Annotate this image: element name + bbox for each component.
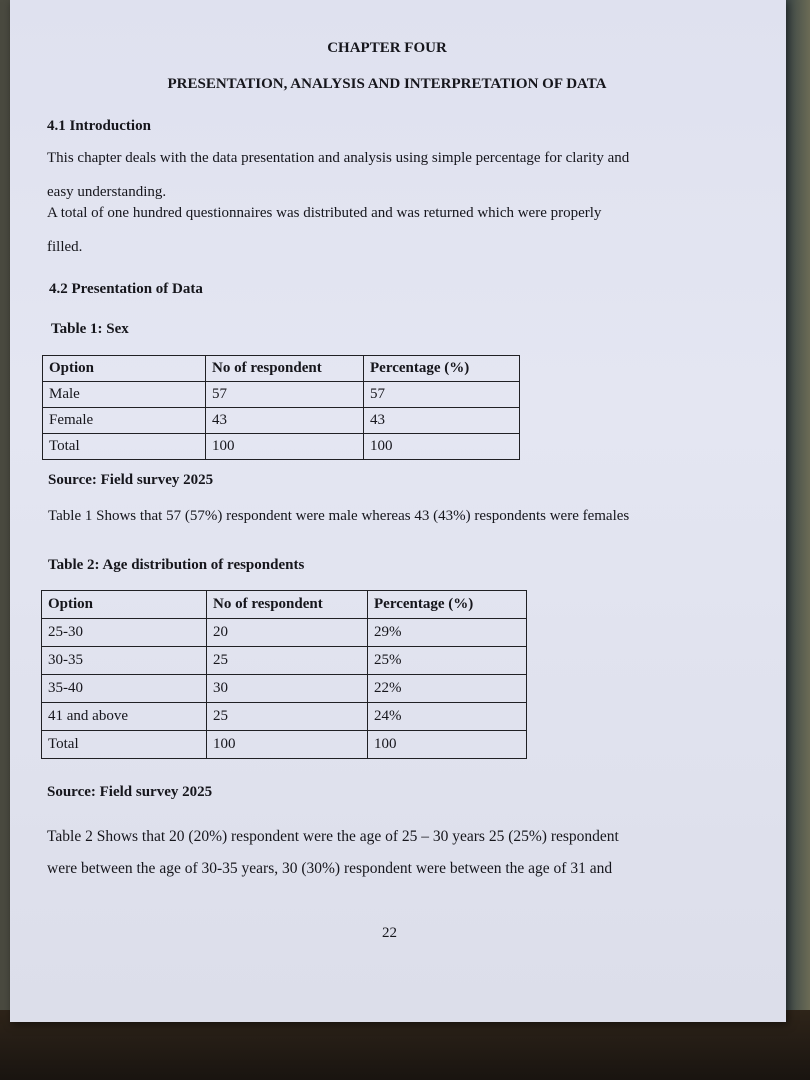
table-row <box>42 619 527 647</box>
document-page <box>10 0 786 1022</box>
table2 <box>41 590 527 759</box>
table-cell: Female <box>43 408 206 434</box>
table-cell: Male <box>43 382 206 408</box>
table-cell: 20 <box>207 619 368 647</box>
page-number: 22 <box>382 925 397 941</box>
table2-source: Source: Field survey 2025 <box>47 784 213 800</box>
table1-header-cell: No of respondent <box>206 356 364 382</box>
table2-summary-line1: Table 2 Shows that 20 (20%) respondent were the age of 25 – 30 years 25 (25%) respondent <box>47 828 619 845</box>
table1-header-cell: Percentage (%) <box>364 356 520 382</box>
table-row <box>42 675 527 703</box>
table2-header-cell: Option <box>42 591 207 619</box>
intro-para1-line2: easy understanding. <box>47 184 167 200</box>
intro-para2-line1: A total of one hundred questionnaires was distributed and was returned which were properly <box>47 205 602 221</box>
table1-header-cell: Option <box>43 356 206 382</box>
table-cell: 30 <box>207 675 368 703</box>
table-cell: 22% <box>368 675 527 703</box>
section-presentation-heading: 4.2 Presentation of Data <box>49 281 203 297</box>
intro-para1-line1: This chapter deals with the data presentation and analysis using simple percentage for clarity and <box>47 150 630 166</box>
table-cell: 57 <box>364 382 520 408</box>
table2-header-cell: Percentage (%) <box>368 591 527 619</box>
table-cell: 29% <box>368 619 527 647</box>
table2-summary-line2: were between the age of 30-35 years, 30 (30%) respondent were between the age of 31 and <box>47 860 613 877</box>
table-row <box>42 647 527 675</box>
table2-header-row <box>42 591 527 619</box>
table-cell: 25-30 <box>42 619 207 647</box>
table-cell: 100 <box>364 434 520 460</box>
intro-para2-line2: filled. <box>47 239 83 255</box>
section-intro-heading: 4.1 Introduction <box>47 118 151 134</box>
chapter-number: CHAPTER FOUR <box>327 40 447 56</box>
table-cell: 100 <box>368 731 527 759</box>
table-cell: Total <box>42 731 207 759</box>
table-row <box>42 703 527 731</box>
table-cell: 30-35 <box>42 647 207 675</box>
table-cell: Total <box>43 434 206 460</box>
table1-source: Source: Field survey 2025 <box>48 472 214 488</box>
table-cell: 25 <box>207 703 368 731</box>
chapter-title: PRESENTATION, ANALYSIS AND INTERPRETATION OF DATA <box>167 76 607 92</box>
table-row <box>42 731 527 759</box>
table1-summary: Table 1 Shows that 57 (57%) respondent were male whereas 43 (43%) respondents were females <box>48 508 630 524</box>
table1-caption: Table 1: Sex <box>51 321 129 337</box>
table-row <box>43 382 520 408</box>
table2-caption: Table 2: Age distribution of respondents <box>48 557 305 573</box>
table-cell: 25% <box>368 647 527 675</box>
table-cell: 35-40 <box>42 675 207 703</box>
table1-header-row <box>43 356 520 382</box>
table-cell: 57 <box>206 382 364 408</box>
table-cell: 43 <box>364 408 520 434</box>
table-cell: 100 <box>207 731 368 759</box>
table-cell: 43 <box>206 408 364 434</box>
table-cell: 24% <box>368 703 527 731</box>
table-row <box>43 434 520 460</box>
table-row <box>43 408 520 434</box>
table-cell: 25 <box>207 647 368 675</box>
table1 <box>42 355 520 460</box>
table2-header-cell: No of respondent <box>207 591 368 619</box>
table-cell: 100 <box>206 434 364 460</box>
table-cell: 41 and above <box>42 703 207 731</box>
